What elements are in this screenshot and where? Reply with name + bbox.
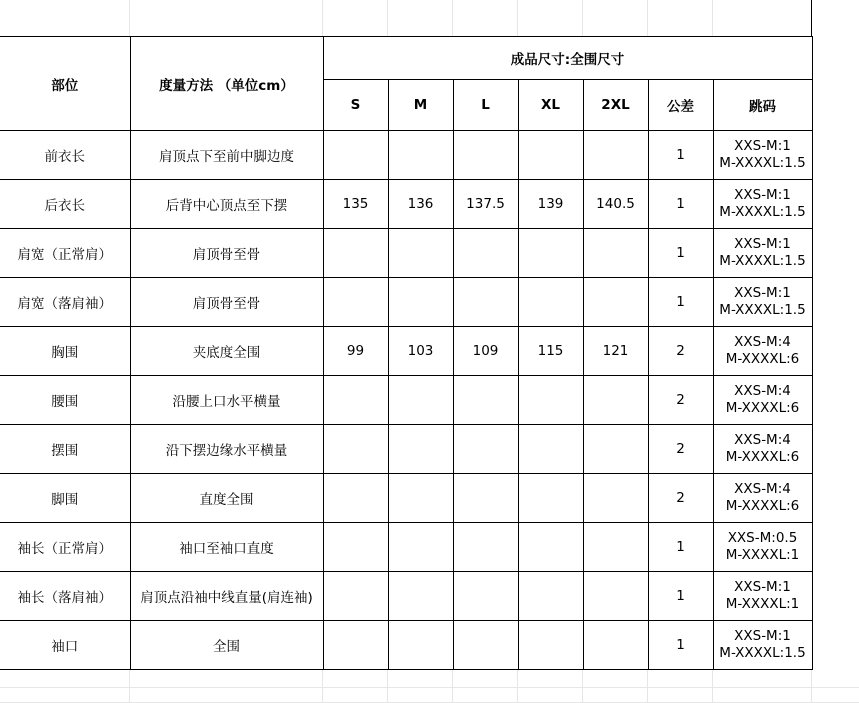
cell-size-value[interactable]: [453, 425, 518, 474]
cell-size-value[interactable]: [518, 376, 583, 425]
cell-part[interactable]: 前衣长: [0, 131, 130, 180]
table-row: [0, 278, 812, 327]
grade-line-1: XXS-M:4: [734, 334, 791, 350]
cell-tolerance[interactable]: 1: [648, 278, 713, 327]
header-size-xl[interactable]: XL: [518, 80, 583, 131]
cell-part[interactable]: 腰围: [0, 376, 130, 425]
cell-size-value[interactable]: [323, 425, 388, 474]
cell-tolerance[interactable]: 1: [648, 180, 713, 229]
cell-method[interactable]: 袖口至袖口直度: [130, 523, 323, 572]
table-row: [0, 131, 812, 180]
cell-part[interactable]: 后衣长: [0, 180, 130, 229]
cell-tolerance[interactable]: 2: [648, 425, 713, 474]
cell-size-value[interactable]: [388, 425, 453, 474]
grade-line-2: M-XXXXL:6: [725, 449, 800, 465]
cell-part[interactable]: 袖长（正常肩）: [0, 523, 130, 572]
cell-size-value[interactable]: 136: [388, 180, 453, 229]
cell-grade[interactable]: [713, 278, 812, 327]
cell-size-value[interactable]: [323, 229, 388, 278]
cell-size-value[interactable]: 121: [583, 327, 648, 376]
cell-grade[interactable]: [713, 327, 812, 376]
cell-method[interactable]: 沿下摆边缘水平横量: [130, 425, 323, 474]
cell-size-value[interactable]: [453, 229, 518, 278]
grade-line-1: XXS-M:1: [734, 285, 791, 301]
cell-size-value[interactable]: [518, 229, 583, 278]
size-spec-table: [0, 36, 813, 670]
cell-tolerance[interactable]: 1: [648, 131, 713, 180]
cell-size-value[interactable]: 139: [518, 180, 583, 229]
cell-size-value[interactable]: [518, 474, 583, 523]
cell-size-value[interactable]: [453, 278, 518, 327]
grade-line-1: XXS-M:1: [734, 628, 791, 644]
table-row: [0, 523, 812, 572]
cell-size-value[interactable]: [388, 131, 453, 180]
grade-line-1: XXS-M:4: [734, 383, 791, 399]
grade-line-1: XXS-M:4: [734, 432, 791, 448]
cell-method[interactable]: 全围: [130, 621, 323, 670]
header-size-s[interactable]: S: [323, 80, 388, 131]
cell-size-value[interactable]: [388, 229, 453, 278]
cell-size-value[interactable]: 103: [388, 327, 453, 376]
header-size-l[interactable]: L: [453, 80, 518, 131]
cell-method[interactable]: 肩顶点沿袖中线直量(肩连袖): [130, 572, 323, 621]
header-part[interactable]: 部位: [0, 37, 130, 131]
cell-size-value[interactable]: 140.5: [583, 180, 648, 229]
header-size-2xl[interactable]: 2XL: [583, 80, 648, 131]
cell-grade[interactable]: [713, 180, 812, 229]
cell-size-value[interactable]: 115: [518, 327, 583, 376]
grade-line-1: XXS-M:1: [734, 138, 791, 154]
cell-size-value[interactable]: 137.5: [453, 180, 518, 229]
cell-size-value[interactable]: [518, 621, 583, 670]
cell-grade[interactable]: [713, 425, 812, 474]
cell-grade[interactable]: [713, 376, 812, 425]
cell-size-value[interactable]: [323, 621, 388, 670]
cell-size-value[interactable]: [453, 572, 518, 621]
cell-size-value[interactable]: [583, 523, 648, 572]
table-row: [0, 474, 812, 523]
grade-line-2: M-XXXXL:1.5: [719, 204, 806, 220]
cell-size-value[interactable]: [453, 474, 518, 523]
cell-size-value[interactable]: [583, 376, 648, 425]
cell-method[interactable]: 肩顶点下至前中脚边度: [130, 131, 323, 180]
cell-size-value[interactable]: [323, 376, 388, 425]
cell-size-value[interactable]: [388, 523, 453, 572]
cell-part[interactable]: 摆围: [0, 425, 130, 474]
cell-grade[interactable]: [713, 572, 812, 621]
cell-tolerance[interactable]: 2: [648, 376, 713, 425]
grade-line-2: M-XXXXL:1.5: [719, 302, 806, 318]
cell-grade[interactable]: [713, 131, 812, 180]
header-tolerance[interactable]: 公差: [648, 80, 713, 131]
cell-part[interactable]: 脚围: [0, 474, 130, 523]
table-row: [0, 376, 812, 425]
cell-size-value[interactable]: [453, 131, 518, 180]
cell-method[interactable]: 肩顶骨至骨: [130, 278, 323, 327]
cell-size-value[interactable]: [388, 621, 453, 670]
grade-line-2: M-XXXXL:1: [725, 596, 800, 612]
cell-size-value[interactable]: [583, 474, 648, 523]
cell-tolerance[interactable]: 2: [648, 327, 713, 376]
header-finished-size[interactable]: 成品尺寸:全围尺寸: [323, 37, 812, 80]
grade-line-2: M-XXXXL:6: [725, 351, 800, 367]
cell-method[interactable]: 夹底度全围: [130, 327, 323, 376]
cell-tolerance[interactable]: 1: [648, 572, 713, 621]
cell-grade[interactable]: [713, 523, 812, 572]
cell-size-value[interactable]: [323, 278, 388, 327]
header-size-m[interactable]: M: [388, 80, 453, 131]
cell-tolerance[interactable]: 1: [648, 523, 713, 572]
grade-line-1: XXS-M:1: [734, 187, 791, 203]
table-row: [0, 180, 812, 229]
cell-method[interactable]: 后背中心顶点至下摆: [130, 180, 323, 229]
cell-size-value[interactable]: [323, 572, 388, 621]
cell-size-value[interactable]: [453, 376, 518, 425]
cell-part[interactable]: 袖口: [0, 621, 130, 670]
cell-size-value[interactable]: [453, 523, 518, 572]
grade-line-2: M-XXXXL:1.5: [719, 155, 806, 171]
grade-line-2: M-XXXXL:6: [725, 400, 800, 416]
header-method[interactable]: 度量方法 （单位cm）: [130, 37, 323, 131]
cell-size-value[interactable]: 99: [323, 327, 388, 376]
cell-tolerance[interactable]: 2: [648, 474, 713, 523]
cell-part[interactable]: 袖长（落肩袖）: [0, 572, 130, 621]
cell-size-value[interactable]: [583, 621, 648, 670]
cell-size-value[interactable]: [323, 131, 388, 180]
cell-grade[interactable]: [713, 621, 812, 670]
grade-line-1: XXS-M:1: [734, 236, 791, 252]
cell-size-value[interactable]: [323, 474, 388, 523]
cell-part[interactable]: 胸围: [0, 327, 130, 376]
header-row-1: [0, 37, 812, 80]
header-grade[interactable]: 跳码: [713, 80, 812, 131]
cell-size-value[interactable]: [518, 131, 583, 180]
cell-grade[interactable]: [713, 474, 812, 523]
cell-size-value[interactable]: [388, 572, 453, 621]
cell-size-value[interactable]: [518, 425, 583, 474]
table-row: [0, 621, 812, 670]
cell-size-value[interactable]: [583, 278, 648, 327]
cell-size-value[interactable]: [323, 523, 388, 572]
cell-grade[interactable]: [713, 229, 812, 278]
grade-line-1: XXS-M:0.5: [727, 530, 798, 546]
cell-size-value[interactable]: [388, 376, 453, 425]
table-row: [0, 425, 812, 474]
cell-size-value[interactable]: [583, 131, 648, 180]
cell-size-value[interactable]: 109: [453, 327, 518, 376]
cell-size-value[interactable]: [453, 621, 518, 670]
cell-method[interactable]: 沿腰上口水平横量: [130, 376, 323, 425]
cell-method[interactable]: 肩顶骨至骨: [130, 229, 323, 278]
table-row: [0, 229, 812, 278]
table-row: [0, 327, 812, 376]
cell-size-value[interactable]: [388, 278, 453, 327]
cell-size-value[interactable]: [388, 474, 453, 523]
cell-method[interactable]: 直度全围: [130, 474, 323, 523]
grade-line-2: M-XXXXL:1.5: [719, 645, 806, 661]
cell-tolerance[interactable]: 1: [648, 229, 713, 278]
cell-size-value[interactable]: [518, 523, 583, 572]
grade-line-2: M-XXXXL:1: [725, 547, 800, 563]
blank-top-cell[interactable]: [0, 0, 812, 36]
table-row: [0, 572, 812, 621]
cell-part[interactable]: 肩宽（落肩袖）: [0, 278, 130, 327]
grade-line-2: M-XXXXL:6: [725, 498, 800, 514]
cell-size-value[interactable]: [518, 278, 583, 327]
cell-part[interactable]: 肩宽（正常肩）: [0, 229, 130, 278]
cell-size-value[interactable]: [583, 572, 648, 621]
grade-line-1: XXS-M:4: [734, 481, 791, 497]
grade-line-2: M-XXXXL:1.5: [719, 253, 806, 269]
cell-size-value[interactable]: [583, 425, 648, 474]
cell-size-value[interactable]: [518, 572, 583, 621]
grade-line-1: XXS-M:1: [734, 579, 791, 595]
cell-size-value[interactable]: 135: [323, 180, 388, 229]
cell-tolerance[interactable]: 1: [648, 621, 713, 670]
cell-size-value[interactable]: [583, 229, 648, 278]
